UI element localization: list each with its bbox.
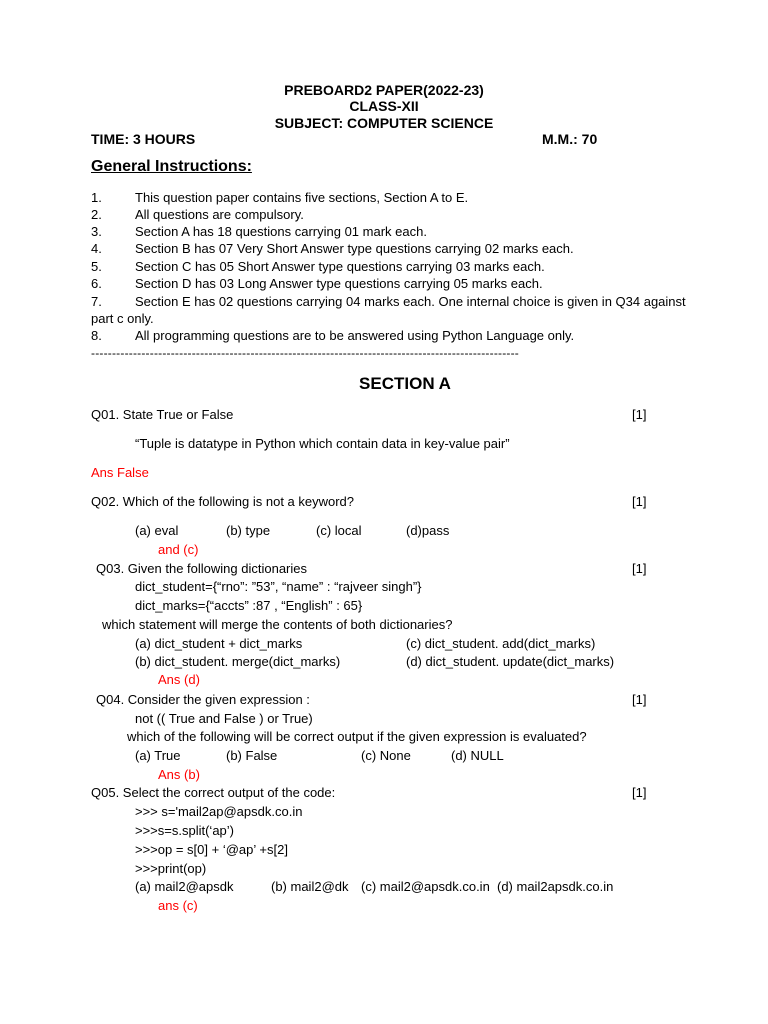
marks-label: [1] <box>632 692 647 707</box>
question-text: Q03. Given the following dictionaries <box>96 561 308 576</box>
option-a: (a) mail2@apsdk <box>135 879 234 894</box>
time-label: TIME: 3 HOURS <box>91 131 196 147</box>
divider-line: ------------------------------------------------------------------------------------------------------ <box>91 346 520 360</box>
answer-text: Ans (d) <box>158 672 200 687</box>
code-line: >>>print(op) <box>135 861 207 876</box>
instruction-number: 1. <box>91 190 102 205</box>
answer-text: and (c) <box>158 542 199 557</box>
marks-label: [1] <box>632 785 647 800</box>
option-c: (c) mail2@apsdk.co.in <box>361 879 490 894</box>
question-prompt: which statement will merge the contents of both dictionaries? <box>102 617 453 632</box>
answer-text: Ans (b) <box>158 767 200 782</box>
instruction-text: All questions are compulsory. <box>135 207 304 222</box>
instruction-number: 3. <box>91 224 102 239</box>
instruction-number: 8. <box>91 328 102 343</box>
code-line: >>>s=s.split(‘ap’) <box>135 823 234 838</box>
code-line: dict_marks={“accts” :87 , “English” : 65} <box>135 598 363 613</box>
instruction-text: All programming questions are to be answered using Python Language only. <box>135 328 575 343</box>
instruction-number: 7. <box>91 294 102 309</box>
section-a-heading: SECTION A <box>359 374 451 393</box>
marks-label: [1] <box>632 494 647 509</box>
question-text: Q02. Which of the following is not a keyword? <box>91 494 355 509</box>
class-label: CLASS-XII <box>349 98 419 114</box>
marks-label: [1] <box>632 561 647 576</box>
marks-label: [1] <box>632 407 647 422</box>
question-text: Q04. Consider the given expression : <box>96 692 310 707</box>
instructions-heading: General Instructions: <box>91 158 252 175</box>
question-prompt: which of the following will be correct output if the given expression is evaluated? <box>127 729 587 744</box>
option-c: (c) local <box>316 523 362 538</box>
option-a: (a) True <box>135 748 181 763</box>
instruction-text-continued: part c only. <box>91 311 154 326</box>
question-text: Q01. State True or False <box>91 407 234 422</box>
option-a: (a) eval <box>135 523 179 538</box>
option-c: (c) dict_student. add(dict_marks) <box>406 636 596 651</box>
instruction-text: Section E has 02 questions carrying 04 marks each. One internal choice is given in Q34 against <box>135 294 686 309</box>
max-marks-label: M.M.: 70 <box>542 131 598 147</box>
option-b: (b) type <box>226 523 271 538</box>
question-text: Q05. Select the correct output of the code: <box>91 785 336 800</box>
option-c: (c) None <box>361 748 411 763</box>
subject-label: SUBJECT: COMPUTER SCIENCE <box>274 115 494 131</box>
instruction-text: Section B has 07 Very Short Answer type questions carrying 02 marks each. <box>135 241 574 256</box>
option-d: (d) dict_student. update(dict_marks) <box>406 654 615 669</box>
expression-text: not (( True and False ) or True) <box>135 711 313 726</box>
instruction-text: Section D has 03 Long Answer type questions carrying 05 marks each. <box>135 276 543 291</box>
option-d: (d) mail2apsdk.co.in <box>497 879 614 894</box>
answer-text: ans (c) <box>158 898 198 913</box>
option-b: (b) False <box>226 748 278 763</box>
instruction-number: 2. <box>91 207 102 222</box>
answer-text: Ans False <box>91 465 149 480</box>
option-a: (a) dict_student + dict_marks <box>135 636 303 651</box>
instruction-text: Section A has 18 questions carrying 01 mark each. <box>135 224 427 239</box>
instruction-number: 4. <box>91 241 102 256</box>
question-statement: “Tuple is datatype in Python which contain data in key-value pair” <box>135 436 510 451</box>
option-b: (b) dict_student. merge(dict_marks) <box>135 654 341 669</box>
code-line: >>>op = s[0] + ‘@ap’ +s[2] <box>135 842 288 857</box>
option-d: (d) NULL <box>451 748 504 763</box>
instruction-number: 5. <box>91 259 102 274</box>
instruction-text: Section C has 05 Short Answer type questions carrying 03 marks each. <box>135 259 545 274</box>
option-b: (b) mail2@dk <box>271 879 349 894</box>
instruction-text: This question paper contains five sections, Section A to E. <box>135 190 469 205</box>
code-line: dict_student={“rno”: ”53”, “name” : “rajveer singh”} <box>135 579 422 594</box>
code-line: >>> s='mail2ap@apsdk.co.in <box>135 804 303 819</box>
paper-title: PREBOARD2 PAPER(2022-23) <box>284 82 484 98</box>
instruction-number: 6. <box>91 276 102 291</box>
option-d: (d)pass <box>406 523 450 538</box>
